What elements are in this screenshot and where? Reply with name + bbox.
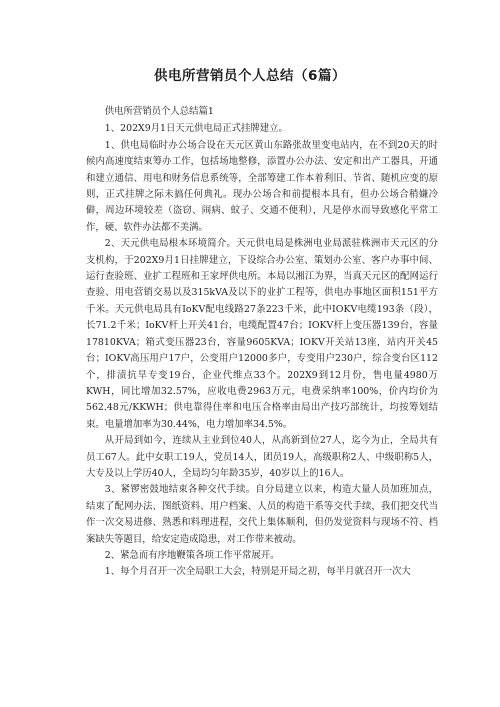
document-title: 供电所营销员个人总结（6篇） [154, 68, 346, 84]
paragraph: 3、紧锣密鼓地结束各种交代手续。自分局建立以来，构造大量人员加班加点，结束了配网办法、图纸资料、用户档案、人员的构造干系等交代手续，我们把交代当作一次交易进修、熟悉和料理进程，交代上集体顺利，但仍发觉资料与现场不符、档案缺失等题目，给安定造成隐患，对工作带来被动。 [86, 484, 438, 545]
paragraph: 1、每个月召开一次全局职工大会，特别是开局之初，每半月就召开一次大 [104, 566, 411, 578]
document-body [86, 104, 438, 581]
section-heading: 供电所营销员个人总结篇1 [104, 106, 214, 117]
paragraph: 1、供电局临时办公场合设在天元区黄山东路张故里变电站内，在不到20天的时候内高速度结束筹办工作，包括场地整修，添置办公办法、安定和出产工器具，开通和建立通信、用电和财务信息系统等，全部筹建工作本着利旧、节省、随机应变的原则，正式挂牌之际未搞任何典礼。现办公场合和前提根本具有，但办公场合稍嫌冷僻，周边环境较差（盗窃、闹病、蚊子、交通不便利），凡是停水而导致感化平常工作，硬、软件办法都不美满。 [86, 139, 438, 233]
paragraph: 从开局到如今，连续从主业到位40人，从高新到位27人，迄今为止，全局共有员工67人。此中女职工19人，党员14人，团员19人，高级职称2人、中级职称5人，大专及以上学历40人，全局均匀年龄35岁，40岁以上的16人。 [86, 435, 438, 479]
paragraph: 2、紧急而有序地鞭策各项工作平常展开。 [104, 549, 280, 561]
paragraph: 2、天元供电局根本环境简介。天元供电局是株洲电业局派驻株洲市天元区的分支机构，于202X9月1日挂牌建立，下设综合办公室、策划办公室、客户办事中间、运行查验班、业扩工程班和王家坪供电所。本局以湘江为界，当真天元区的配网运行查验、用电营销交易以及315kVA及以下的业扩工程等，供电办事地区面积151平方千米。天元供电局具有IoKV配电线路27条223千米，此中IOKV电缆193条（段），长71.2千米；IoKV杆上开关41台，电缆配置47台；IOKV杆上变压器139台，容量17810KVA；箱式变压器23台，容量9605KVA；IOKV开关站13座，站内开关45台；IOKV高压用户17户，公变用户12000多户，专变用户230户，综合变台区112个，排渍抗旱专变19台，企业代维点33个。202X9到12月份，售电量4980万KWH，同比增加32.57%，应收电费2963万元，电费采纳率100%，价内均价为562.48元/KKWH；供电靠得住率和电压合格率由局出产技巧部统计，均按筹划结束。电量增加率为30.44%，电力增加率34.5%。 [86, 238, 438, 430]
paragraph: 1、202X9月1日天元供电局正式挂牌建立。 [104, 123, 288, 135]
